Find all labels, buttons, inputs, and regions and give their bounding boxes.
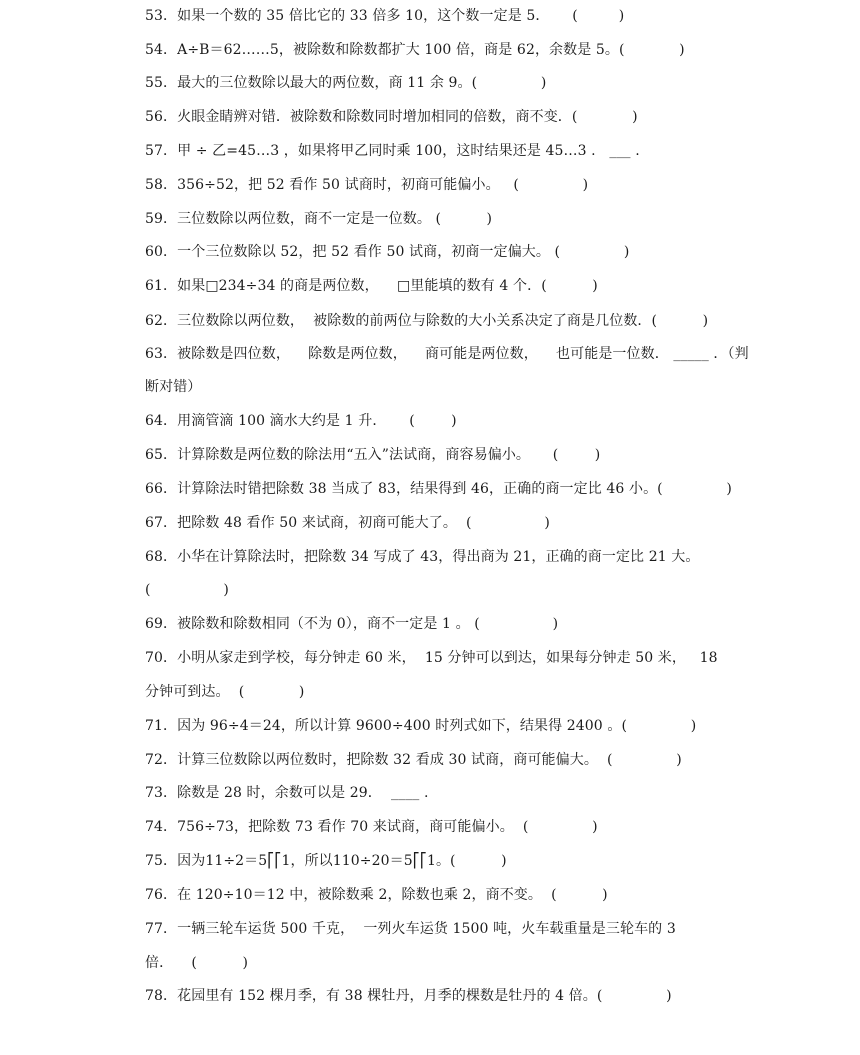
question-77-line-2: 倍． ( ) — [145, 955, 249, 971]
question-73-line-1: 73．除数是 28 时，余数可以是 29． ____ . — [145, 785, 429, 801]
question-74-line-1: 74．756÷73，把除数 73 看作 70 来试商，商可能偏小。 ( ) — [145, 819, 598, 835]
question-60-line-1: 60．一个三位数除以 52，把 52 看作 50 试商，初商一定偏大。 ( ) — [145, 244, 630, 260]
question-64-line-1: 64．用滴管滴 100 滴水大约是 1 升． ( ) — [145, 413, 457, 429]
question-68-line-1: 68．小华在计算除法时，把除数 34 写成了 43，得出商为 21，正确的商一定比 21 大。 — [145, 549, 700, 565]
question-67-line-1: 67．把除数 48 看作 50 来试商，初商可能大了。 ( ) — [145, 515, 550, 531]
question-72-line-1: 72．计算三位数除以两位数时，把除数 32 看成 30 试商，商可能偏大。 ( ) — [145, 752, 682, 768]
question-71-line-1: 71．因为 96÷4＝24，所以计算 9600÷400 时列式如下，结果得 2400 。( ) — [145, 718, 697, 734]
question-58-line-1: 58．356÷52，把 52 看作 50 试商时，初商可能偏小。 ( ) — [145, 177, 589, 193]
question-57-line-1: 57．甲 ÷ 乙=45…3 ，如果将甲乙同时乘 100，这时结果还是 45…3 . ___ . — [145, 143, 640, 159]
question-66-line-1: 66．计算除法时错把除数 38 当成了 83，结果得到 46，正确的商一定比 46 小。( ) — [145, 481, 732, 497]
question-59-line-1: 59．三位数除以两位数，商不一定是一位数。 ( ) — [145, 211, 493, 227]
question-78-line-1: 78．花园里有 152 棵月季，有 38 棵牡丹，月季的棵数是牡丹的 4 倍。( ) — [145, 988, 672, 1004]
question-75-line-1: 75．因为11÷2＝5⎡⎡1，所以110÷20＝5⎡⎡1。( ) — [145, 853, 507, 869]
question-70-line-2: 分钟可到达。 ( ) — [145, 684, 305, 700]
question-56-line-1: 56．火眼金睛辨对错．被除数和除数同时增加相同的倍数，商不变．( ) — [145, 109, 638, 125]
question-68-line-2: ( ) — [145, 582, 229, 598]
question-62-line-1: 62．三位数除以两位数， 被除数的前两位与除数的大小关系决定了商是几位数．( ) — [145, 313, 709, 329]
question-63-line-1: 63．被除数是四位数， 除数是两位数， 商可能是两位数， 也可能是一位数． _____ ．（判 — [145, 346, 749, 362]
question-69-line-1: 69．被除数和除数相同（不为 0），商不一定是 1 。 ( ) — [145, 616, 559, 632]
question-55-line-1: 55．最大的三位数除以最大的两位数，商 11 余 9。( ) — [145, 75, 547, 91]
question-61-line-1: 61．如果□234÷34 的商是两位数， □里能填的数有 4 个．( ) — [145, 278, 598, 294]
question-63-line-2: 断对错） — [145, 379, 202, 395]
question-53-line-1: 53．如果一个数的 35 倍比它的 33 倍多 10，这个数一定是 5． ( ) — [145, 8, 625, 24]
question-65-line-1: 65．计算除数是两位数的除法用“五入”法试商，商容易偏小。 ( ) — [145, 447, 601, 463]
question-54-line-1: 54．A÷B＝62……5，被除数和除数都扩大 100 倍，商是 62，余数是 5。( ) — [145, 42, 685, 58]
question-76-line-1: 76．在 120÷10＝12 中，被除数乘 2，除数也乘 2，商不变。 ( ) — [145, 887, 608, 903]
question-70-line-1: 70．小明从家走到学校，每分钟走 60 米， 15 分钟可以到达，如果每分钟走 50 米， 18 — [145, 650, 718, 666]
question-77-line-1: 77．一辆三轮车运货 500 千克， 一列火车运货 1500 吨，火车载重量是三轮车的 3 — [145, 921, 676, 937]
